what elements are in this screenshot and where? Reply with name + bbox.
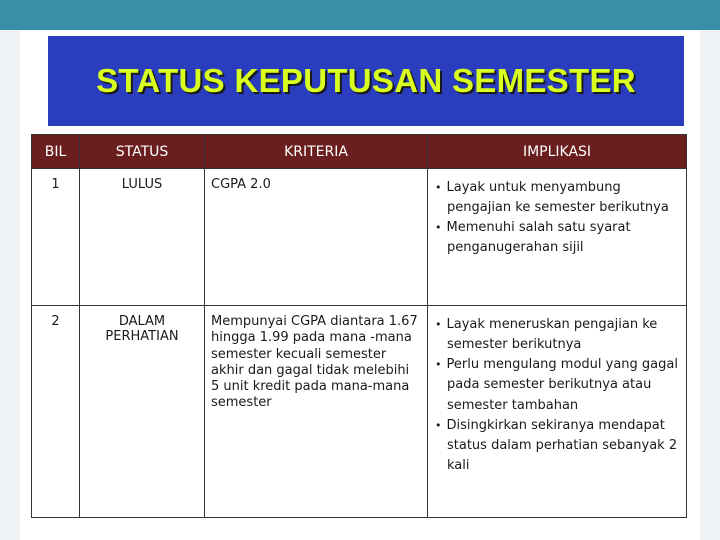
row-status: LULUS (80, 169, 205, 306)
table-row (32, 169, 687, 306)
right-margin-stripe (700, 30, 720, 540)
row-implikasi (428, 306, 687, 518)
implikasi-item: • Memenuhi salah satu syarat penganugerahan sijil (435, 218, 681, 258)
row-bil: 2 (32, 306, 80, 518)
page-title: STATUS KEPUTUSAN SEMESTER (96, 62, 636, 99)
row-kriteria: CGPA 2.0 (205, 169, 428, 306)
table-row (32, 306, 687, 518)
header-implikasi: IMPLIKASI (428, 135, 687, 169)
header-kriteria: KRITERIA (205, 135, 428, 169)
implikasi-item: • Layak meneruskan pengajian ke semester berikutnya (435, 315, 681, 355)
implikasi-item: • Disingkirkan sekiranya mendapat status dalam perhatian sebanyak 2 kali (435, 416, 681, 476)
row-implikasi (428, 169, 687, 306)
implikasi-list (429, 307, 685, 476)
table-header-row (32, 135, 687, 169)
implikasi-list (429, 170, 685, 259)
row-status: DALAM PERHATIAN (80, 306, 205, 518)
left-margin-stripe (0, 30, 20, 540)
row-bil: 1 (32, 169, 80, 306)
row-kriteria: Mempunyai CGPA diantara 1.67 hingga 1.99 pada mana -mana semester kecuali semester akhir dan gagal tidak melebihi 5 unit kredit pada mana-mana semester (205, 306, 428, 518)
top-accent-bar (0, 0, 720, 30)
implikasi-item: • Layak untuk menyambung pengajian ke semester berikutnya (435, 178, 681, 218)
title-banner (48, 36, 684, 126)
header-bil: BIL (32, 135, 80, 169)
status-table (31, 134, 687, 518)
header-status: STATUS (80, 135, 205, 169)
implikasi-item: • Perlu mengulang modul yang gagal pada semester berikutnya atau semester tambahan (435, 355, 681, 415)
